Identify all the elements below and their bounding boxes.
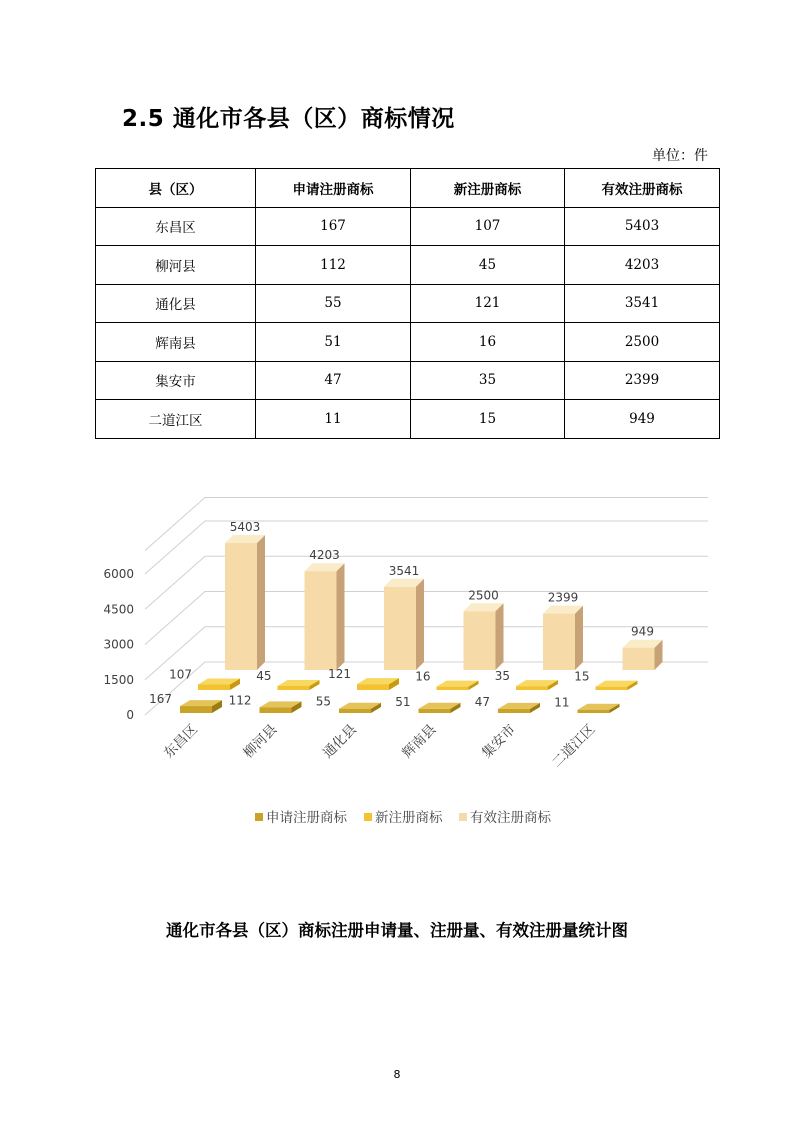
bar <box>384 587 416 670</box>
data-label: 107 <box>169 667 192 682</box>
bar <box>516 686 548 690</box>
cell-valid: 2500 <box>565 323 720 362</box>
cell-applications: 55 <box>256 284 411 323</box>
y-tick-label: 1500 <box>103 672 134 687</box>
table-row <box>96 246 720 285</box>
legend-swatch <box>255 813 263 821</box>
cell-county: 柳河县 <box>96 246 256 285</box>
bar-side <box>496 603 504 670</box>
cell-applications: 11 <box>256 400 411 439</box>
bar <box>260 707 292 713</box>
cell-applications: 47 <box>256 361 411 400</box>
header-applications: 申请注册商标 <box>256 169 411 208</box>
data-label: 47 <box>474 694 490 709</box>
x-tick-label: 集安市 <box>478 721 519 762</box>
data-label: 167 <box>149 692 172 707</box>
data-label: 4203 <box>309 548 340 563</box>
table-row <box>96 207 720 246</box>
data-label: 35 <box>494 669 510 684</box>
data-label: 2500 <box>468 588 499 603</box>
cell-valid: 4203 <box>565 246 720 285</box>
cell-county: 通化县 <box>96 284 256 323</box>
unit-label: 单位：件 <box>652 148 708 164</box>
x-tick-label: 辉南县 <box>399 721 440 762</box>
legend-swatch <box>364 813 372 821</box>
y-tick-label: 4500 <box>103 602 134 617</box>
page-number: 8 <box>393 1068 401 1081</box>
cell-county: 二道江区 <box>96 400 256 439</box>
data-label: 112 <box>228 693 252 708</box>
x-tick-label: 通化县 <box>319 721 360 762</box>
cell-county: 东昌区 <box>96 207 256 246</box>
data-label: 5403 <box>229 520 261 535</box>
cell-new: 16 <box>411 323 565 362</box>
cell-county: 集安市 <box>96 361 256 400</box>
legend-label: 有效注册商标 <box>470 810 551 826</box>
data-label: 51 <box>395 694 411 709</box>
bar <box>437 687 469 690</box>
table-row <box>96 323 720 362</box>
bar <box>305 571 337 670</box>
bar-side <box>575 606 583 670</box>
y-tick-label: 0 <box>126 708 134 722</box>
bar <box>498 709 530 713</box>
trademark-3d-bar-chart <box>0 490 794 840</box>
bar <box>278 686 310 690</box>
y-tick-label: 3000 <box>103 637 134 652</box>
cell-applications: 51 <box>256 323 411 362</box>
bar-side <box>337 563 345 670</box>
x-tick-label: 二道江区 <box>548 721 599 772</box>
table-row <box>96 284 720 323</box>
bar <box>596 687 628 690</box>
cell-valid: 2399 <box>565 361 720 400</box>
cell-new: 45 <box>411 246 565 285</box>
section-title: 2.5 通化市各县（区）商标情况 <box>122 106 455 132</box>
bar <box>339 709 371 713</box>
bar <box>543 614 575 670</box>
cell-applications: 112 <box>256 246 411 285</box>
cell-county: 辉南县 <box>96 323 256 362</box>
cell-new: 15 <box>411 400 565 439</box>
data-label: 15 <box>574 669 590 684</box>
table-row <box>96 400 720 439</box>
bar <box>623 648 655 670</box>
cell-applications: 167 <box>256 207 411 246</box>
data-label: 45 <box>256 668 272 683</box>
header-county: 县（区） <box>96 169 256 208</box>
header-valid-registrations: 有效注册商标 <box>565 169 720 208</box>
cell-valid: 5403 <box>565 207 720 246</box>
table-header-row <box>96 169 720 208</box>
data-label: 3541 <box>388 563 420 578</box>
bar-side <box>416 579 424 670</box>
data-label: 11 <box>554 695 570 710</box>
cell-new: 35 <box>411 361 565 400</box>
bar <box>419 709 451 713</box>
cell-new: 107 <box>411 207 565 246</box>
data-label: 55 <box>315 694 331 709</box>
table-row <box>96 361 720 400</box>
bar <box>180 706 212 713</box>
bar <box>225 543 257 670</box>
data-label: 2399 <box>547 590 579 605</box>
data-label: 949 <box>631 624 654 639</box>
bar <box>464 611 496 670</box>
x-tick-label: 柳河县 <box>240 721 281 762</box>
bar-side <box>257 535 265 670</box>
data-label: 16 <box>415 669 431 684</box>
cell-new: 121 <box>411 284 565 323</box>
legend-swatch <box>459 813 467 821</box>
cell-valid: 3541 <box>565 284 720 323</box>
x-tick-label: 东昌区 <box>160 721 201 762</box>
data-label: 121 <box>328 667 351 682</box>
bar <box>198 684 230 690</box>
bar <box>357 684 389 690</box>
header-new-registrations: 新注册商标 <box>411 169 565 208</box>
y-tick-label: 6000 <box>103 567 134 581</box>
trademark-table <box>95 168 720 439</box>
cell-valid: 949 <box>565 400 720 439</box>
chart-caption: 通化市各县（区）商标注册申请量、注册量、有效注册量统计图 <box>166 921 628 940</box>
legend-label: 新注册商标 <box>375 810 443 826</box>
legend-label: 申请注册商标 <box>266 810 347 826</box>
bar <box>578 710 610 713</box>
